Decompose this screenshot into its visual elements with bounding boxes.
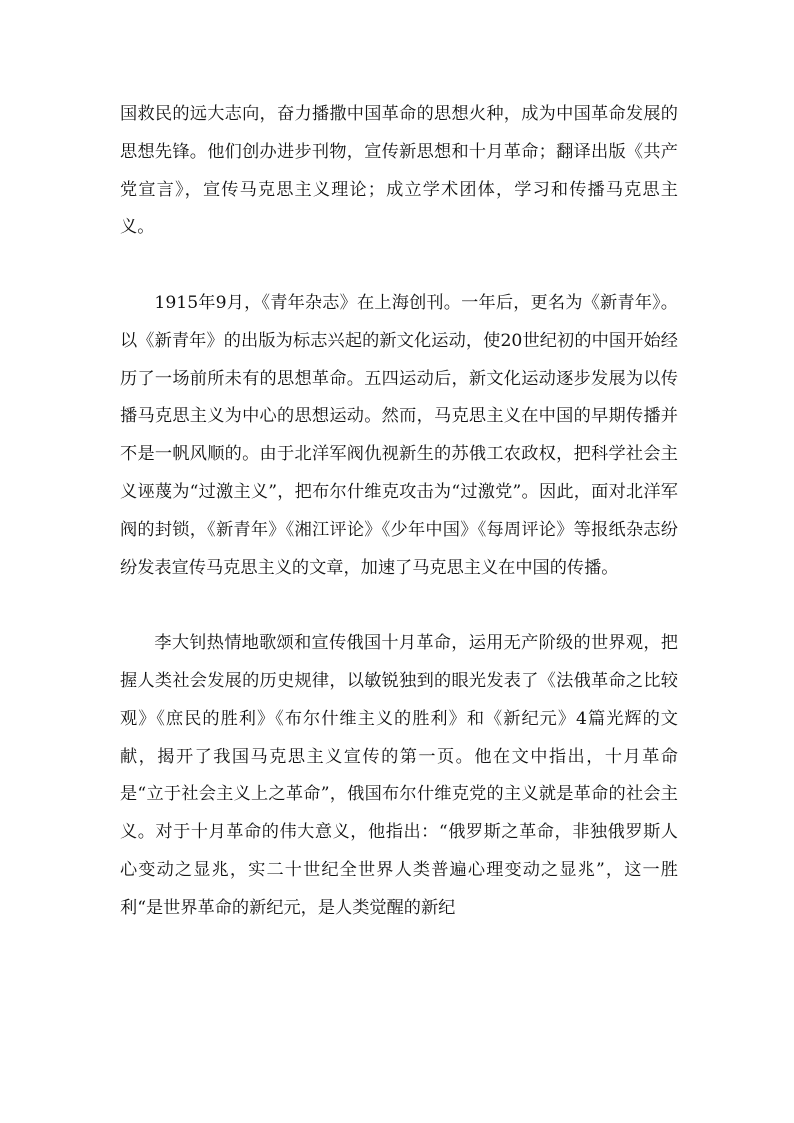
paragraph-1: 国救民的远大志向，奋力播撒中国革命的思想火种，成为中国革命发展的思想先锋。他们创办进步刊物，宣传新思想和十月革命；翻译出版《共产党宣言》，宣传马克思主义理论；成立学术团体，学习和传播马克思主义。 [120, 104, 678, 238]
paragraph-2: 1915年9月，《青年杂志》在上海创刊。一年后，更名为《新青年》。以《新青年》的出版为标志兴起的新文化运动，使20世纪初的中国开始经历了一场前所未有的思想革命。五四运动后，新文化运动逐步发展为以传播马克思主义为中心的思想运动。然而，马克思主义在中国的早期传播并不是一帆风顺的。由于北洋军阀仇视新生的苏俄工农政权，把科学社会主义诬蔑为“过激主义”，把布尔什维克攻击为“过激党”。因此，面对北洋军阀的封锁，《新青年》《湘江评论》《少年中国》《每周评论》等报纸杂志纷纷发表宣传马克思主义的文章，加速了马克思主义在中国的传播。 [120, 292, 678, 578]
paragraph-3: 李大钊热情地歌颂和宣传俄国十月革命，运用无产阶级的世界观，把握人类社会发展的历史规律，以敏锐独到的眼光发表了《法俄革命之比较观》《庶民的胜利》《布尔什维主义的胜利》和《新纪元》4篇光辉的文献，揭开了我国马克思主义宣传的第一页。他在文中指出，十月革命是“立于社会主义上之革命”，俄国布尔什维克党的主义就是革命的社会主义。对于十月革命的伟大意义，他指出：“俄罗斯之革命，非独俄罗斯人心变动之显兆，实二十世纪全世界人类普遍心理变动之显兆”，这一胜利“是世界革命的新纪元，是人类觉醒的新纪 [120, 633, 678, 918]
document-page [120, 96, 678, 928]
